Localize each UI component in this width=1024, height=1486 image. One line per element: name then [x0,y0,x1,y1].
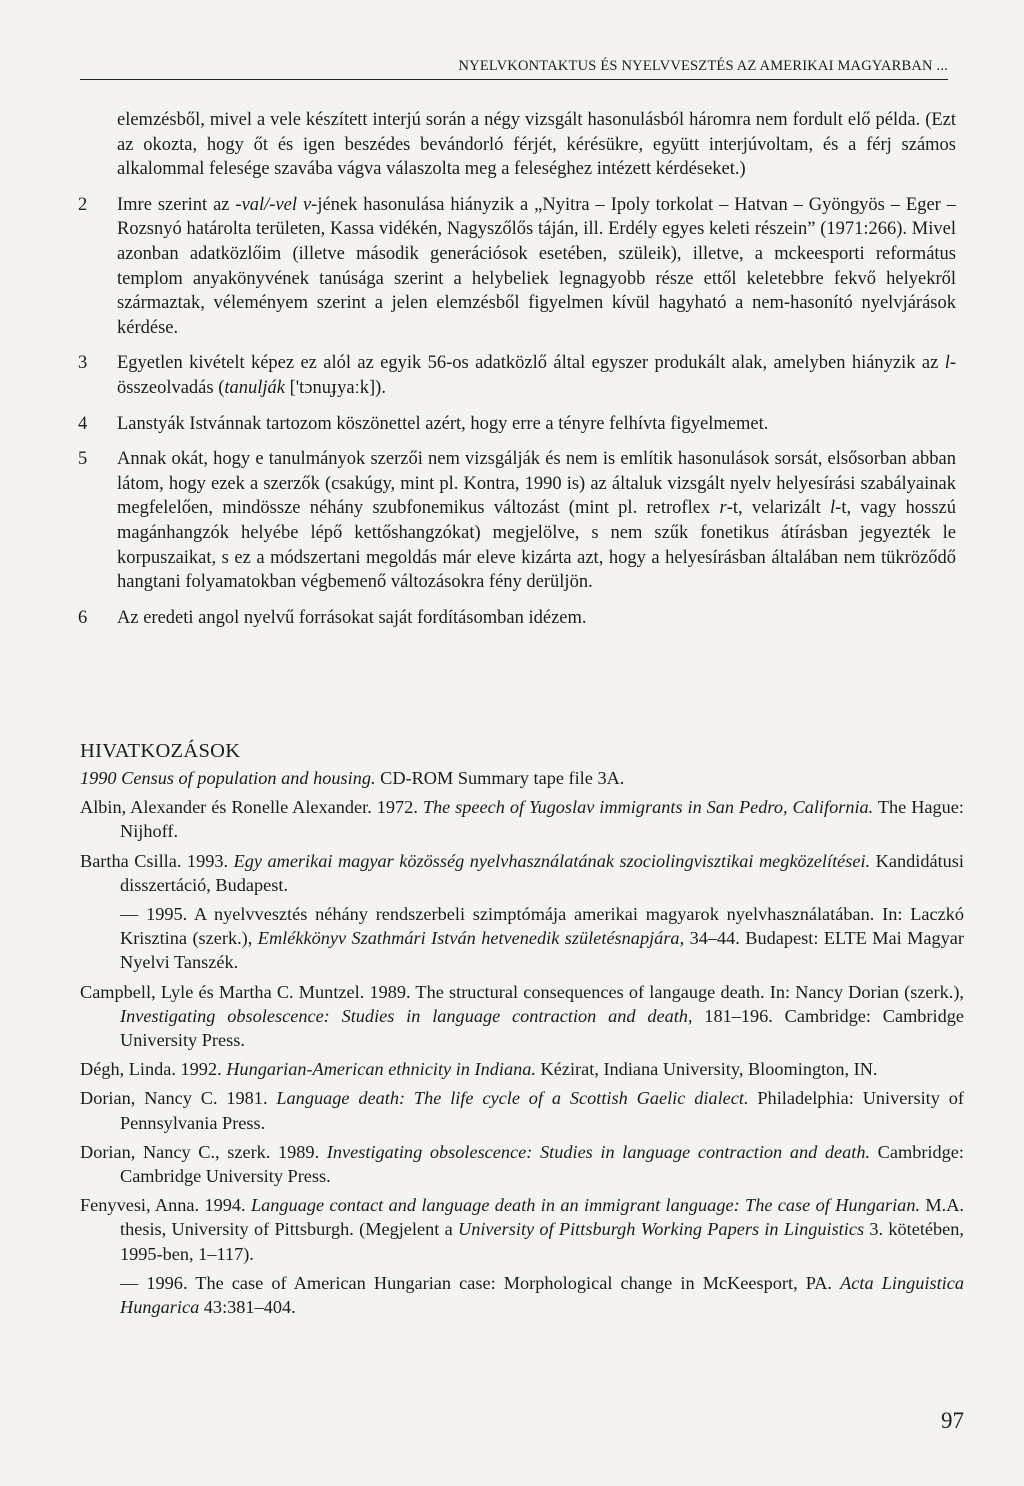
note-2 [78,193,956,341]
note-text: Az eredeti angol nyelvű forrásokat saját fordításomban idézem. [117,607,587,628]
reference-entry: Bartha Csilla. 1993. Egy amerikai magyar közösség nyelvhasználatának szociolingvisztikai megközelítései. Kandidátusi disszertáció, Budapest. [80,850,964,895]
references-list [80,766,964,1324]
reference-entry: Dorian, Nancy C. 1981. Language death: The life cycle of a Scottish Gaelic dialect. Philadelphia: University of Pennsylvania Press. [80,1088,964,1133]
reference-entry: — 1996. The case of American Hungarian case: Morphological change in McKeesport, PA. Acta Linguistica Hungarica 43:381–404. [120,1272,964,1318]
note-3 [78,351,956,400]
note-6 [78,606,956,631]
note-number: 2 [78,194,88,215]
note-number: 4 [78,413,88,434]
note-text: Annak okát, hogy e tanulmányok szerzői nem vizsgálják és nem is említik hasonulások sorsát, elsősorban abban látom, hogy ezek a szerzők (csakúgy, mint pl. Kontra, 1990 is) az általuk vizsgált nyelv helyesírási szabályainak megfelelően, mindössze néhány szubfonemikus változást (mint pl. retroflex r-t, velarizált l-t, vagy hosszú magánhangzók helyébe lépő kettőshangzókat) megjelölve, s nem szűk fonetikus átírásban jegyezték le korpuszaikat, s ez a módszertani megoldás már eleve kizárta azt, hogy a helyesírásban általában nem tükröződő hangtani folyamatokban végbemenő változásokra fény derüljön. [117,449,957,593]
note-number: 6 [78,607,88,628]
reference-entry: — 1995. A nyelvvesztés néhány rendszerbeli szimptómája amerikai magyarok nyelvhasználatában. In: Laczkó Krisztina (szerk.), Emlékkönyv Szathmári István hetvenedik születésnapjára, 34–44. Budapest: ELTE Mai Magyar Nyelvi Tanszék. [120,904,964,973]
note-4 [78,412,956,437]
references-heading: HIVATKOZÁSOK [80,740,241,762]
note-5 [78,447,956,595]
note-number: 5 [78,449,88,470]
reference-entry: 1990 Census of population and housing. CD-ROM Summary tape file 3A. [80,768,625,788]
note-text: Lanstyák Istvánnak tartozom köszönettel azért, hogy erre a tényre felhívta figyelmemet. [117,413,769,434]
reference-entry: Campbell, Lyle és Martha C. Muntzel. 1989. The structural consequences of langauge death. In: Nancy Dorian (szerk.), Investigating obsolescence: Studies in language contraction and death, 181–196. Cambridge: Cambridge University Press. [80,981,964,1051]
reference-entry: Fenyvesi, Anna. 1994. Language contact and language death in an immigrant language: The case of Hungarian. M.A. thesis, University of Pittsburgh. (Megjelent a University of Pittsburgh Working Papers in Linguistics 3. kötetében, 1995-ben, 1–117). [80,1195,965,1264]
note-continuation: elemzésből, mivel a vele készített interjú során a négy vizsgált hasonulásból háromra nem fordult elő példa. (Ezt az okozta, hogy őt és igen beszédes bevándorló férjét, kérésükre, együtt interjúvoltam, és a férj számos alkalommal felesége szavába vágva válaszolta meg a feleséghez intézett kérdéseket.) [117,110,956,180]
note-text: Imre szerint az -val/-vel v-jének hasonulása hiányzik a „Nyitra – Ipoly torkolat – Hatvan – Gyöngyös – Eger – Rozsnyó határolta területen, Kassa vidékén, Nagyszőlős táján, ill. Erdély egyes keleti részein” (1971:266). Mivel azonban adatközlőim (illetve második generációsok esetében, szüleik), illetve, a mckeesporti református templom anyakönyvének tanúsága szerint a helybeliek legnagyobb része ettől keletebbre fekvő helyekről származtak, véleményem szerint a jelen elemzésből figyelmen kívül hagyható a nem-hasonító nyelvjárások kérdése. [117,194,956,338]
endnotes [78,108,956,641]
reference-entry: Dorian, Nancy C., szerk. 1989. Investigating obsolescence: Studies in language contraction and death. Cambridge: Cambridge University Press. [80,1141,964,1187]
note-text: Egyetlen kivételt képez ez alól az egyik 56-os adatközlő által egyszer produkált alak, amelyben hiányzik az l-összeolvadás (tanulják ['tɔnuɟyaːk]). [117,353,956,398]
page-number: 97 [941,1408,964,1433]
note-number: 3 [78,353,88,374]
reference-entry: Dégh, Linda. 1992. Hungarian-American ethnicity in Indiana. Kézirat, Indiana University, Bloomington, IN. [80,1059,878,1080]
running-head: NYELVKONTAKTUS ÉS NYELVVESZTÉS AZ AMERIKAI MAGYARBAN ... [80,58,948,80]
reference-entry: Albin, Alexander és Ronelle Alexander. 1972. The speech of Yugoslav immigrants in San Pedro, California. The Hague: Nijhoff. [80,797,965,842]
